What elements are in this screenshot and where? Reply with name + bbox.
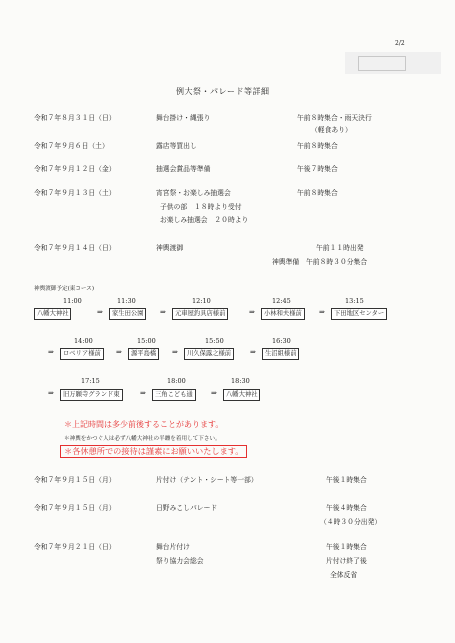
arrow-icon: ⇒ bbox=[211, 389, 217, 397]
event-time: 午後４時集合 bbox=[326, 504, 367, 512]
arrow-icon: ⇒ bbox=[172, 348, 178, 356]
page-number: 2/2 bbox=[395, 40, 405, 47]
page-title: 例大祭・パレード等詳細 bbox=[176, 87, 270, 96]
arrow-icon: ⇒ bbox=[140, 389, 146, 397]
note-reception: ＊各休憩所での接待は謹素にお願いいたします。 bbox=[60, 445, 247, 458]
route-stop: 八幡大神社 bbox=[34, 308, 71, 320]
event-note: 片付け終了後 bbox=[326, 557, 367, 565]
arrow-icon: ⇒ bbox=[48, 389, 54, 397]
route-time: 13:15 bbox=[345, 297, 364, 305]
route-stop: 下田地区センター bbox=[331, 308, 387, 320]
route-time: 16:30 bbox=[272, 337, 291, 345]
route-stop: 川久保露之様前 bbox=[184, 348, 234, 360]
arrow-icon: ⇒ bbox=[250, 348, 256, 356]
note-time-change: ＊上記時間は多少前後することがあります。 bbox=[64, 420, 224, 429]
stamp-inner-mark bbox=[358, 56, 406, 71]
route-time: 12:45 bbox=[272, 297, 291, 305]
arrow-icon: ⇒ bbox=[97, 308, 103, 316]
event-note: （４時３０分出発） bbox=[320, 518, 382, 526]
arrow-icon: ⇒ bbox=[319, 308, 325, 316]
event-note: 神輿準備 午前８時３０分集合 bbox=[272, 258, 368, 266]
route-time: 11:30 bbox=[117, 297, 136, 305]
event-note: 全体反省 bbox=[330, 571, 358, 579]
event-name: 舞台掛け・縄張り bbox=[156, 114, 211, 122]
route-time: 17:15 bbox=[81, 377, 100, 385]
event-date: 令和７年９月２１日（日） bbox=[34, 543, 116, 551]
route-stop: 家生田公園 bbox=[109, 308, 146, 320]
event-sub: 子供の部 １８時より受付 bbox=[160, 203, 242, 211]
event-date: 令和７年９月６日（土） bbox=[34, 142, 109, 150]
event-name: 片付け（テント・シート等一部） bbox=[156, 476, 258, 484]
event-time: 午前８時集合・雨天決行 bbox=[297, 114, 372, 122]
event-date: 令和７年８月３１日（日） bbox=[34, 114, 116, 122]
route-time: 14:00 bbox=[74, 337, 93, 345]
event-sub: 祭り協力会総会 bbox=[156, 557, 204, 565]
arrow-icon: ⇒ bbox=[249, 308, 255, 316]
route-stop: ロベリア様前 bbox=[60, 348, 104, 360]
route-stop: 旧万願寺グランド東 bbox=[60, 389, 123, 401]
event-time: 午前８時集合 bbox=[297, 189, 338, 197]
route-time: 18:30 bbox=[231, 377, 250, 385]
route-time: 11:00 bbox=[63, 297, 82, 305]
event-name: 神輿渡御 bbox=[156, 244, 184, 252]
event-time: 午後１時集合 bbox=[326, 476, 367, 484]
event-note: （軽食あり） bbox=[311, 126, 352, 134]
event-name: 舞台片付け bbox=[156, 543, 190, 551]
event-time: 午後７時集合 bbox=[297, 165, 338, 173]
event-date: 令和７年９月１５日（月） bbox=[34, 476, 116, 484]
route-time: 15:00 bbox=[137, 337, 156, 345]
arrow-icon: ⇒ bbox=[116, 348, 122, 356]
route-stop: 三角こども通 bbox=[152, 389, 196, 401]
route-stop: 元車屋釣具店様前 bbox=[172, 308, 228, 320]
event-name: 宵宮祭・お楽しみ抽選会 bbox=[156, 189, 231, 197]
event-time: 午後１時集合 bbox=[326, 543, 367, 551]
route-time: 12:10 bbox=[192, 297, 211, 305]
event-name: 日野みこしパレード bbox=[156, 504, 218, 512]
event-date: 令和７年９月１２日（金） bbox=[34, 165, 116, 173]
route-stop: 小林和夫様前 bbox=[261, 308, 305, 320]
route-time: 15:50 bbox=[205, 337, 224, 345]
route-stop: 源平島橋 bbox=[128, 348, 159, 360]
event-sub: お楽しみ抽選会 ２０時より bbox=[160, 216, 249, 224]
event-date: 令和７年９月１３日（土） bbox=[34, 189, 116, 197]
event-name: 露店等買出し bbox=[156, 142, 197, 150]
event-date: 令和７年９月１５日（月） bbox=[34, 504, 116, 512]
route-stop: 八幡大神社 bbox=[223, 389, 260, 401]
route-heading: 神輿渡御予定(東コース) bbox=[34, 286, 95, 292]
event-name: 抽選会賞品等準備 bbox=[156, 165, 211, 173]
event-time: 午前８時集合 bbox=[297, 142, 338, 150]
event-time: 午前１１時出発 bbox=[316, 244, 364, 252]
note-happi: ＊神輿をかつぐ人は必ず八幡大神社の半纏を着用して下さい。 bbox=[64, 436, 221, 442]
route-time: 18:00 bbox=[167, 377, 186, 385]
event-date: 令和７年９月１４日（日） bbox=[34, 244, 116, 252]
route-stop: 生沼組様前 bbox=[262, 348, 299, 360]
arrow-icon: ⇒ bbox=[48, 348, 54, 356]
arrow-icon: ⇒ bbox=[160, 308, 166, 316]
